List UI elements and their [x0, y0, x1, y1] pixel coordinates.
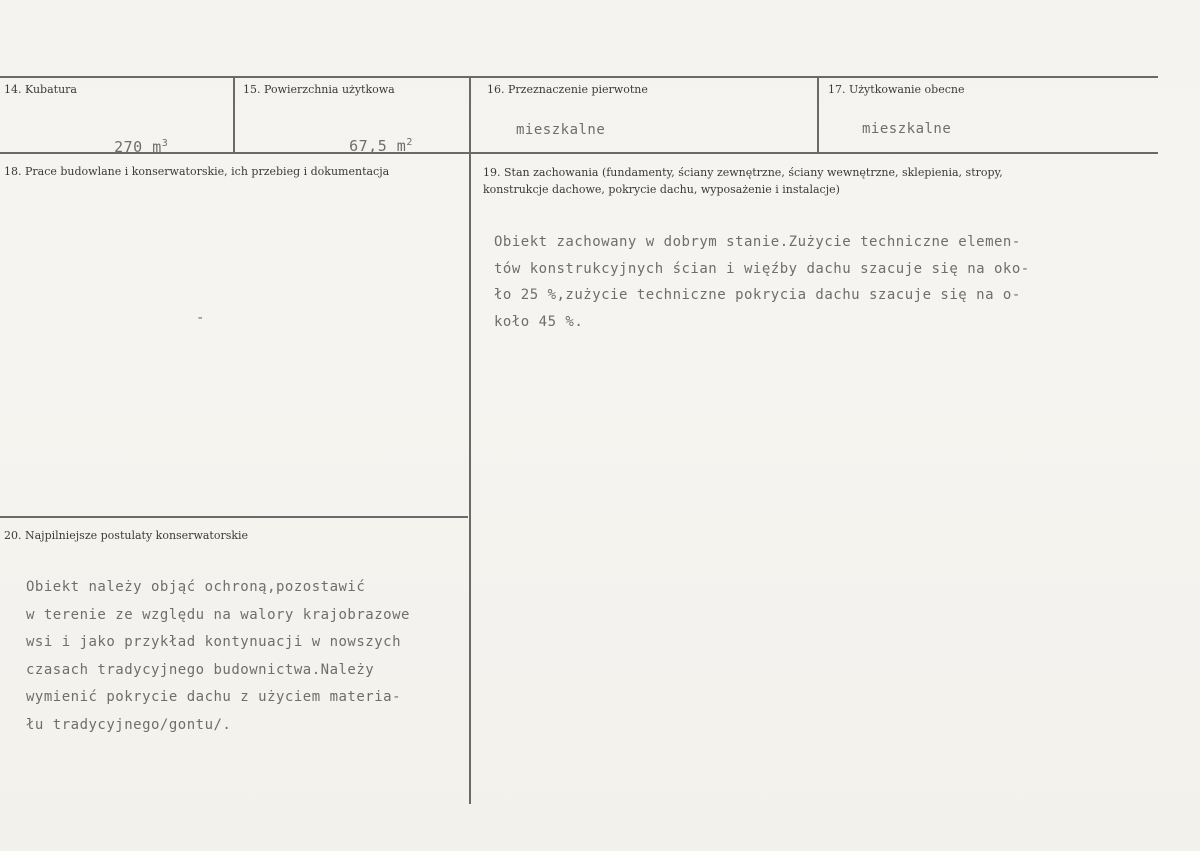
- field-17-value: mieszkalne: [862, 121, 952, 137]
- field-20-line: wsi i jako przykład kontynuacji w nowszych: [26, 634, 402, 650]
- field-14-label: 14. Kubatura: [4, 83, 77, 96]
- field-16-value: mieszkalne: [516, 122, 606, 138]
- field-18-label: 18. Prace budowlane i konserwatorskie, ich przebieg i dokumentacja: [4, 165, 390, 178]
- rule-top: [0, 76, 1158, 78]
- field-18-value: -: [196, 310, 205, 326]
- rule-row2-left: [0, 516, 468, 518]
- field-19-text: [494, 229, 1030, 335]
- field-20-line: w terenie ze względu na walory krajobrazowe: [26, 606, 410, 623]
- field-17-label: 17. Użytkowanie obecne: [828, 83, 965, 96]
- field-20-line: wymienić pokrycie dachu z użyciem materia-: [26, 689, 402, 705]
- field-19-line: koło 45 %.: [494, 313, 584, 330]
- field-20-line: Obiekt należy objąć ochroną,pozostawić: [26, 579, 366, 595]
- field-19-line: ło 25 %,zużycie techniczne pokrycia dachu szacuje się na o-: [494, 287, 1021, 303]
- rule-row1: [0, 152, 1158, 154]
- field-15-label: 15. Powierzchnia użytkowa: [243, 83, 395, 96]
- field-19-line: Obiekt zachowany w dobrym stanie.Zużycie techniczne elemen-: [494, 234, 1021, 250]
- field-19-label: 19. Stan zachowania (fundamenty, ściany zewnętrzne, ściany wewnętrzne, sklepienia, stropy, konstrukcje dachowe, pokrycie dachu, wyposażenie i instalacje): [483, 166, 1003, 196]
- field-20-text: [26, 574, 410, 739]
- field-16-label: 16. Przeznaczenie pierwotne: [487, 83, 648, 96]
- field-20-line: czasach tradycyjnego budownictwa.Należy: [26, 661, 375, 678]
- field-15-exponent: 2: [406, 137, 413, 148]
- field-15-value-text: 67,5 m: [349, 137, 407, 155]
- rule-col3: [817, 77, 819, 153]
- rule-col1: [233, 77, 235, 153]
- field-19-line: tów konstrukcyjnych ścian i więźby dachu szacuje się na oko-: [494, 260, 1030, 277]
- rule-col2: [469, 77, 471, 804]
- field-20-line: łu tradycyjnego/gontu/.: [26, 716, 232, 733]
- field-14-exponent: 3: [161, 138, 169, 149]
- field-20-label: 20. Najpilniejsze postulaty konserwatorskie: [4, 529, 249, 542]
- field-14-value-text: 270 m: [114, 138, 162, 156]
